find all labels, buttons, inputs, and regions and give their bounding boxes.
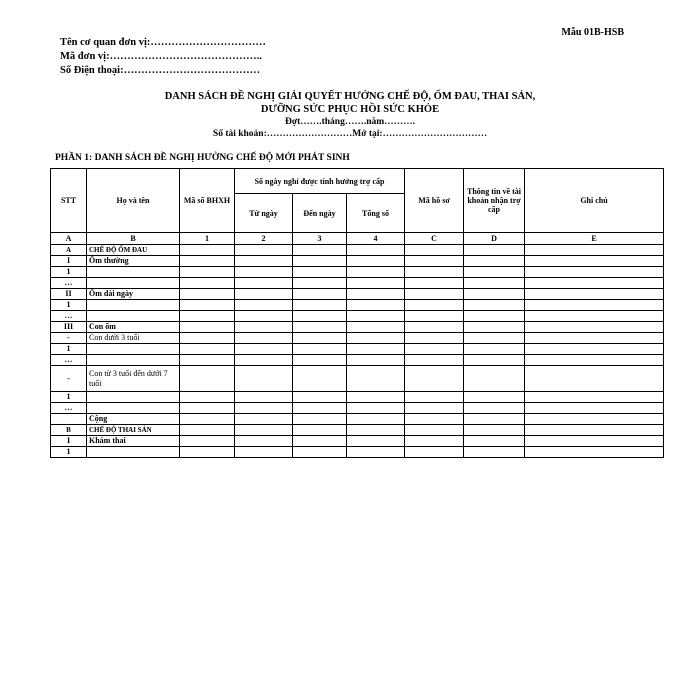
empty-cell (180, 425, 235, 436)
empty-cell (525, 300, 664, 311)
empty-cell (180, 278, 235, 289)
empty-cell (235, 344, 293, 355)
row-stt: I (51, 436, 87, 447)
empty-cell (464, 256, 525, 267)
empty-cell (347, 300, 405, 311)
table-row (51, 392, 664, 403)
empty-cell (293, 300, 347, 311)
row-name (87, 300, 180, 311)
empty-cell (293, 436, 347, 447)
empty-cell (405, 403, 464, 414)
table-row (51, 447, 664, 458)
row-name: Con ốm (87, 322, 180, 333)
row-stt: - (51, 366, 87, 392)
row-name: Con dưới 3 tuổi (87, 333, 180, 344)
empty-cell (525, 403, 664, 414)
table-row (51, 366, 664, 392)
empty-cell (235, 436, 293, 447)
empty-cell (180, 355, 235, 366)
empty-cell (293, 256, 347, 267)
row-stt: I (51, 256, 87, 267)
empty-cell (180, 267, 235, 278)
header-note: Ghi chú (525, 169, 664, 233)
row-stt: A (51, 245, 87, 256)
empty-cell (180, 344, 235, 355)
unit-code-line: Mã đơn vị:…………………………………….. (60, 51, 262, 62)
row-stt: … (51, 403, 87, 414)
empty-cell (180, 392, 235, 403)
empty-cell (180, 447, 235, 458)
empty-cell (405, 278, 464, 289)
phone-line: Số Điện thoại:………………………………… (60, 65, 261, 76)
empty-cell (293, 311, 347, 322)
row-name: Ốm thường (87, 256, 180, 267)
empty-cell (525, 436, 664, 447)
empty-cell (235, 322, 293, 333)
empty-cell (525, 392, 664, 403)
empty-cell (525, 344, 664, 355)
column-letter: 1 (180, 233, 235, 245)
empty-cell (235, 366, 293, 392)
empty-cell (293, 392, 347, 403)
empty-cell (235, 278, 293, 289)
empty-cell (525, 333, 664, 344)
empty-cell (525, 322, 664, 333)
empty-cell (405, 425, 464, 436)
column-letter: 3 (293, 233, 347, 245)
empty-cell (180, 289, 235, 300)
table-row (51, 245, 664, 256)
row-stt: B (51, 425, 87, 436)
row-stt: - (51, 333, 87, 344)
empty-cell (347, 366, 405, 392)
column-letter: A (51, 233, 87, 245)
empty-cell (525, 355, 664, 366)
row-name (87, 267, 180, 278)
account-line: Số tài khoản:………………………Mở tại:…………………………… (212, 129, 488, 139)
empty-cell (405, 333, 464, 344)
empty-cell (405, 311, 464, 322)
empty-cell (464, 289, 525, 300)
row-stt: 1 (51, 300, 87, 311)
empty-cell (293, 267, 347, 278)
empty-cell (464, 245, 525, 256)
row-name (87, 344, 180, 355)
row-stt: … (51, 311, 87, 322)
empty-cell (525, 366, 664, 392)
empty-cell (180, 311, 235, 322)
header-from-date: Từ ngày (235, 194, 293, 233)
empty-cell (293, 344, 347, 355)
row-name (87, 278, 180, 289)
row-stt: 1 (51, 267, 87, 278)
empty-cell (293, 355, 347, 366)
row-stt (51, 414, 87, 425)
header-stt: STT (51, 169, 87, 233)
empty-cell (525, 414, 664, 425)
empty-cell (525, 447, 664, 458)
part-heading: PHẦN 1: DANH SÁCH ĐỀ NGHỊ HƯỞNG CHẾ ĐỘ MỚI PHÁT SINH (55, 153, 350, 163)
column-letter: D (464, 233, 525, 245)
empty-cell (235, 256, 293, 267)
column-letter: 2 (235, 233, 293, 245)
empty-cell (235, 414, 293, 425)
agency-name-line: Tên cơ quan đơn vị:…………………………… (60, 37, 266, 48)
empty-cell (293, 403, 347, 414)
empty-cell (293, 333, 347, 344)
empty-cell (347, 322, 405, 333)
empty-cell (347, 289, 405, 300)
empty-cell (293, 447, 347, 458)
empty-cell (464, 392, 525, 403)
empty-cell (235, 333, 293, 344)
empty-cell (464, 355, 525, 366)
empty-cell (347, 245, 405, 256)
empty-cell (235, 311, 293, 322)
table-row (51, 322, 664, 333)
row-stt: II (51, 289, 87, 300)
empty-cell (464, 300, 525, 311)
row-name: Khám thai (87, 436, 180, 447)
empty-cell (235, 300, 293, 311)
empty-cell (525, 289, 664, 300)
header-to-date: Đến ngày (293, 194, 347, 233)
empty-cell (347, 311, 405, 322)
table-row (51, 311, 664, 322)
empty-cell (464, 311, 525, 322)
row-name: CHẾ ĐỘ ỐM ĐAU (87, 245, 180, 256)
empty-cell (464, 267, 525, 278)
row-name (87, 392, 180, 403)
row-name: Cộng (87, 414, 180, 425)
empty-cell (464, 322, 525, 333)
header-account-info: Thông tin về tài khoản nhận trợ cấp (464, 169, 525, 233)
empty-cell (347, 392, 405, 403)
empty-cell (525, 278, 664, 289)
empty-cell (405, 300, 464, 311)
column-letter: B (87, 233, 180, 245)
column-letter: E (525, 233, 664, 245)
empty-cell (347, 267, 405, 278)
header-total: Tổng số (347, 194, 405, 233)
empty-cell (180, 403, 235, 414)
empty-cell (464, 436, 525, 447)
empty-cell (405, 289, 464, 300)
empty-cell (525, 245, 664, 256)
empty-cell (405, 414, 464, 425)
table-row (51, 278, 664, 289)
table-row (51, 425, 664, 436)
empty-cell (180, 333, 235, 344)
empty-cell (235, 425, 293, 436)
row-stt: 1 (51, 447, 87, 458)
empty-cell (235, 267, 293, 278)
empty-cell (347, 256, 405, 267)
row-name (87, 311, 180, 322)
empty-cell (525, 256, 664, 267)
table-row (51, 414, 664, 425)
row-name (87, 403, 180, 414)
empty-cell (464, 333, 525, 344)
empty-cell (405, 436, 464, 447)
empty-cell (347, 333, 405, 344)
empty-cell (405, 322, 464, 333)
empty-cell (293, 322, 347, 333)
empty-cell (293, 278, 347, 289)
empty-cell (525, 267, 664, 278)
empty-cell (235, 289, 293, 300)
empty-cell (347, 425, 405, 436)
benefit-table (50, 168, 664, 458)
table-row (51, 355, 664, 366)
empty-cell (464, 366, 525, 392)
empty-cell (405, 447, 464, 458)
table-row (51, 403, 664, 414)
row-stt: … (51, 355, 87, 366)
empty-cell (405, 366, 464, 392)
row-stt: … (51, 278, 87, 289)
column-letter: 4 (347, 233, 405, 245)
empty-cell (293, 414, 347, 425)
empty-cell (235, 403, 293, 414)
header-name: Họ và tên (87, 169, 180, 233)
table-row (51, 344, 664, 355)
table-row (51, 300, 664, 311)
empty-cell (235, 392, 293, 403)
empty-cell (347, 355, 405, 366)
document-title-line-2: DƯỠNG SỨC PHỤC HỒI SỨC KHỎE (260, 104, 440, 115)
empty-cell (405, 267, 464, 278)
row-name: Con từ 3 tuổi đến dưới 7 tuổi (87, 366, 180, 392)
empty-cell (464, 425, 525, 436)
row-name: CHẾ ĐỘ THAI SẢN (87, 425, 180, 436)
empty-cell (235, 245, 293, 256)
row-name (87, 355, 180, 366)
document-title-line-1: DANH SÁCH ĐỀ NGHỊ GIẢI QUYẾT HƯỞNG CHẾ ĐỘ, ỐM ĐAU, THAI SẢN, (164, 91, 536, 102)
empty-cell (293, 366, 347, 392)
empty-cell (347, 403, 405, 414)
form-code: Mẫu 01B-HSB (561, 27, 624, 38)
empty-cell (235, 355, 293, 366)
column-letter: C (405, 233, 464, 245)
empty-cell (405, 355, 464, 366)
empty-cell (293, 289, 347, 300)
organization-info (60, 36, 266, 78)
empty-cell (464, 278, 525, 289)
empty-cell (405, 344, 464, 355)
empty-cell (347, 436, 405, 447)
row-stt: 1 (51, 344, 87, 355)
empty-cell (180, 366, 235, 392)
empty-cell (405, 392, 464, 403)
empty-cell (180, 245, 235, 256)
empty-cell (347, 414, 405, 425)
empty-cell (525, 425, 664, 436)
header-bhxh: Mã số BHXH (180, 169, 235, 233)
table-row (51, 267, 664, 278)
table-row (51, 256, 664, 267)
empty-cell (180, 414, 235, 425)
empty-cell (464, 414, 525, 425)
row-name (87, 447, 180, 458)
empty-cell (293, 425, 347, 436)
empty-cell (464, 403, 525, 414)
empty-cell (405, 245, 464, 256)
table-row (51, 436, 664, 447)
empty-cell (180, 256, 235, 267)
empty-cell (293, 245, 347, 256)
header-file-code: Mã hồ sơ (405, 169, 464, 233)
table-row (51, 333, 664, 344)
empty-cell (464, 447, 525, 458)
empty-cell (525, 311, 664, 322)
empty-cell (464, 344, 525, 355)
empty-cell (347, 447, 405, 458)
table-row (51, 289, 664, 300)
row-stt: 1 (51, 392, 87, 403)
empty-cell (347, 278, 405, 289)
empty-cell (180, 322, 235, 333)
empty-cell (235, 447, 293, 458)
empty-cell (347, 344, 405, 355)
empty-cell (180, 300, 235, 311)
period-line: Đợt…….tháng…….năm………. (284, 117, 416, 127)
header-days-group: Số ngày nghỉ được tính hưởng trợ cấp (235, 169, 405, 194)
row-name: Ốm dài ngày (87, 289, 180, 300)
empty-cell (180, 436, 235, 447)
empty-cell (405, 256, 464, 267)
table-body (51, 245, 664, 458)
row-stt: III (51, 322, 87, 333)
